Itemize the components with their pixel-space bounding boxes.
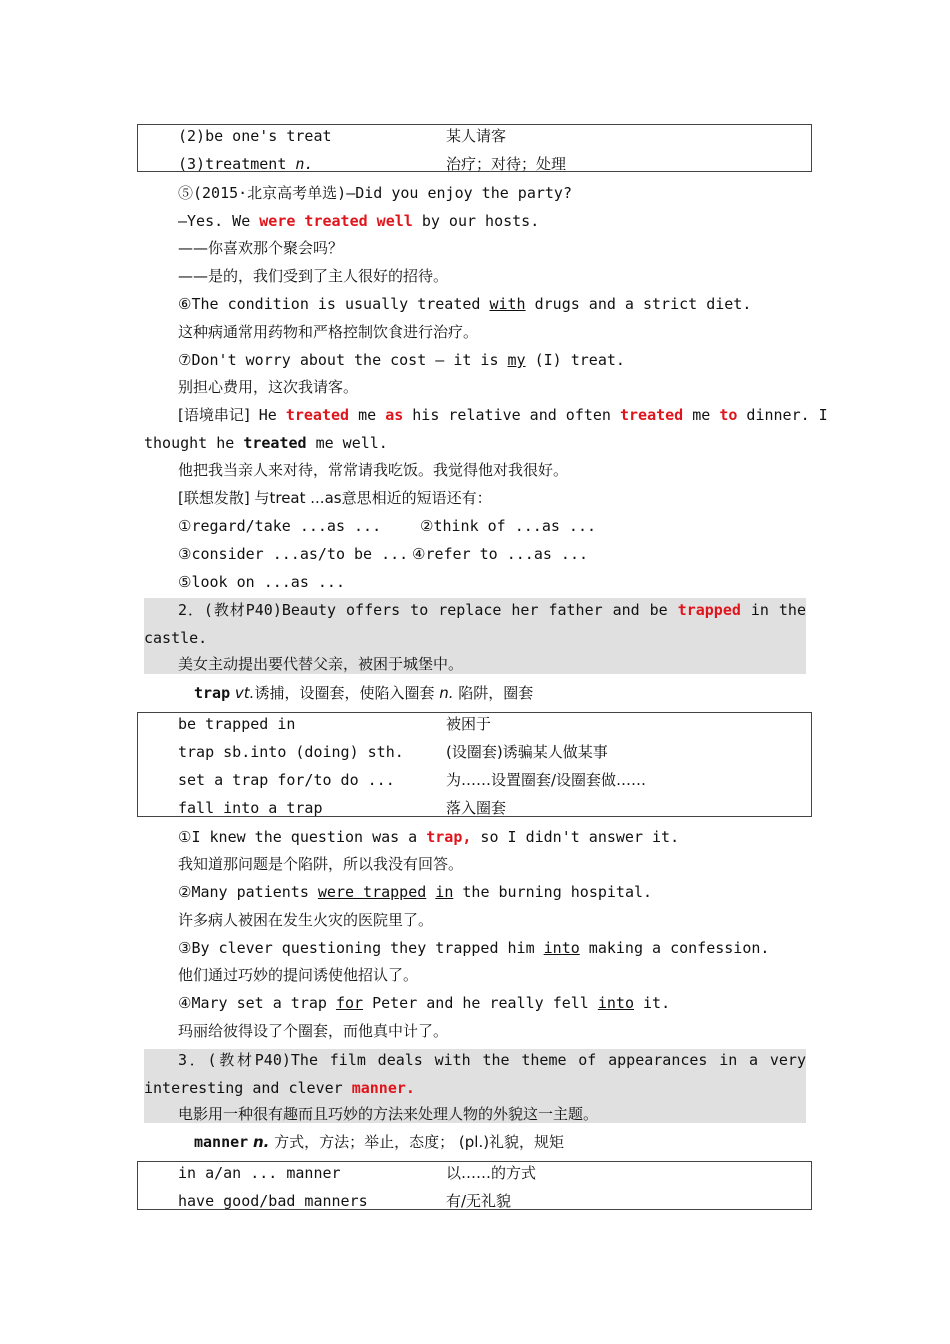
context-zh: 他把我当亲人来对待，常常请我吃饭。我觉得他对我很好。 [178, 461, 569, 479]
association-intro: [联想发散] 与treat ...as意思相近的短语还有： [178, 489, 492, 507]
association-item: ③consider ...as/to be ... [178, 545, 409, 563]
phrase-zh: 以……的方式 [446, 1164, 537, 1182]
table-row [138, 710, 811, 738]
table-row [138, 794, 811, 822]
trap-example-2: ②Many patients were trapped in the burning hospital. [178, 883, 653, 901]
phrase-en: (2)be one's treat [178, 127, 332, 145]
phrase-en: have good/bad manners [178, 1192, 368, 1210]
table-row [138, 122, 811, 150]
phrase-en: set a trap for/to do ... [178, 771, 395, 789]
phrase-table-manner [137, 1161, 812, 1210]
phrase-zh: 被困于 [446, 715, 492, 733]
phrase-zh: 落入圈套 [446, 799, 507, 817]
example-7: ⑦Don't worry about the cost — it is my (I) treat. [178, 351, 625, 369]
example-6: ⑥The condition is usually treated with drugs and a strict diet. [178, 295, 752, 313]
trap-example-1: ①I knew the question was a trap, so I didn't answer it. [178, 828, 680, 846]
example-5-answer: —Yes. We were treated well by our hosts. [178, 212, 540, 230]
phrase-en: be trapped in [178, 715, 296, 733]
context-line-1: [语境串记] He treated me as his relative and often treated me to dinner. I [178, 406, 828, 424]
example-6-zh: 这种病通常用药物和严格控制饮食进行治疗。 [178, 323, 479, 341]
trap-example-3-zh: 他们通过巧妙的提问诱使他招认了。 [178, 966, 419, 984]
section-3-sentence-cont: interesting and clever manner. [144, 1079, 415, 1097]
phrase-zh: 有/无礼貌 [446, 1192, 512, 1210]
table-row [138, 738, 811, 766]
example-5-zh-1: ——你喜欢那个聚会吗？ [178, 239, 344, 257]
phrase-en: trap sb.into (doing) sth. [178, 743, 404, 761]
section-2-sentence-cont: castle. [144, 629, 208, 647]
section-3-sentence: 3．(教材P40)The film deals with the theme of appearances in a very [178, 1051, 806, 1069]
association-item: ①regard/take ...as ... [178, 517, 382, 535]
phrase-en: (3)treatment n. [178, 155, 314, 173]
association-item: ④refer to ...as ... [412, 545, 589, 563]
trap-example-1-zh: 我知道那问题是个陷阱，所以我没有回答。 [178, 855, 464, 873]
example-5-question: ⑤(2015·北京高考单选)—Did you enjoy the party? [178, 184, 572, 202]
trap-example-4-zh: 玛丽给彼得设了个圈套，而他真中计了。 [178, 1022, 449, 1040]
phrase-table-trap [137, 712, 812, 817]
phrase-en: in a/an ... manner [178, 1164, 341, 1182]
phrase-zh: 治疗；对待；处理 [446, 155, 567, 173]
table-row [138, 1187, 811, 1215]
association-item: ②think of ...as ... [420, 517, 597, 535]
context-line-2: thought he treated me well. [144, 434, 388, 452]
trap-definition: trap vt.诱捕，设圈套，使陷入圈套 n. 陷阱，圈套 [194, 684, 534, 702]
table-row [138, 766, 811, 794]
section-2-zh: 美女主动提出要代替父亲，被困于城堡中。 [178, 655, 464, 673]
association-item: ⑤look on ...as ... [178, 573, 345, 591]
phrase-table-treat [137, 124, 812, 172]
section-2-sentence: 2．(教材P40)Beauty offers to replace her father and be trapped in the [178, 601, 806, 619]
trap-example-3: ③By clever questioning they trapped him into making a confession. [178, 939, 770, 957]
table-row [138, 1159, 811, 1187]
phrase-zh: (设圈套)诱骗某人做某事 [446, 743, 608, 761]
manner-definition: manner n. 方式，方法；举止，态度； (pl.)礼貌，规矩 [194, 1133, 565, 1151]
table-row [138, 150, 811, 178]
phrase-zh: 某人请客 [446, 127, 507, 145]
section-3-zh: 电影用一种很有趣而且巧妙的方法来处理人物的外貌这一主题。 [178, 1105, 599, 1123]
example-7-zh: 别担心费用，这次我请客。 [178, 378, 359, 396]
trap-example-4: ④Mary set a trap for Peter and he really fell into it. [178, 994, 671, 1012]
phrase-zh: 为……设置圈套/设圈套做…… [446, 771, 647, 789]
example-5-zh-2: ——是的，我们受到了主人很好的招待。 [178, 267, 449, 285]
phrase-en: fall into a trap [178, 799, 323, 817]
trap-example-2-zh: 许多病人被困在发生火灾的医院里了。 [178, 911, 434, 929]
